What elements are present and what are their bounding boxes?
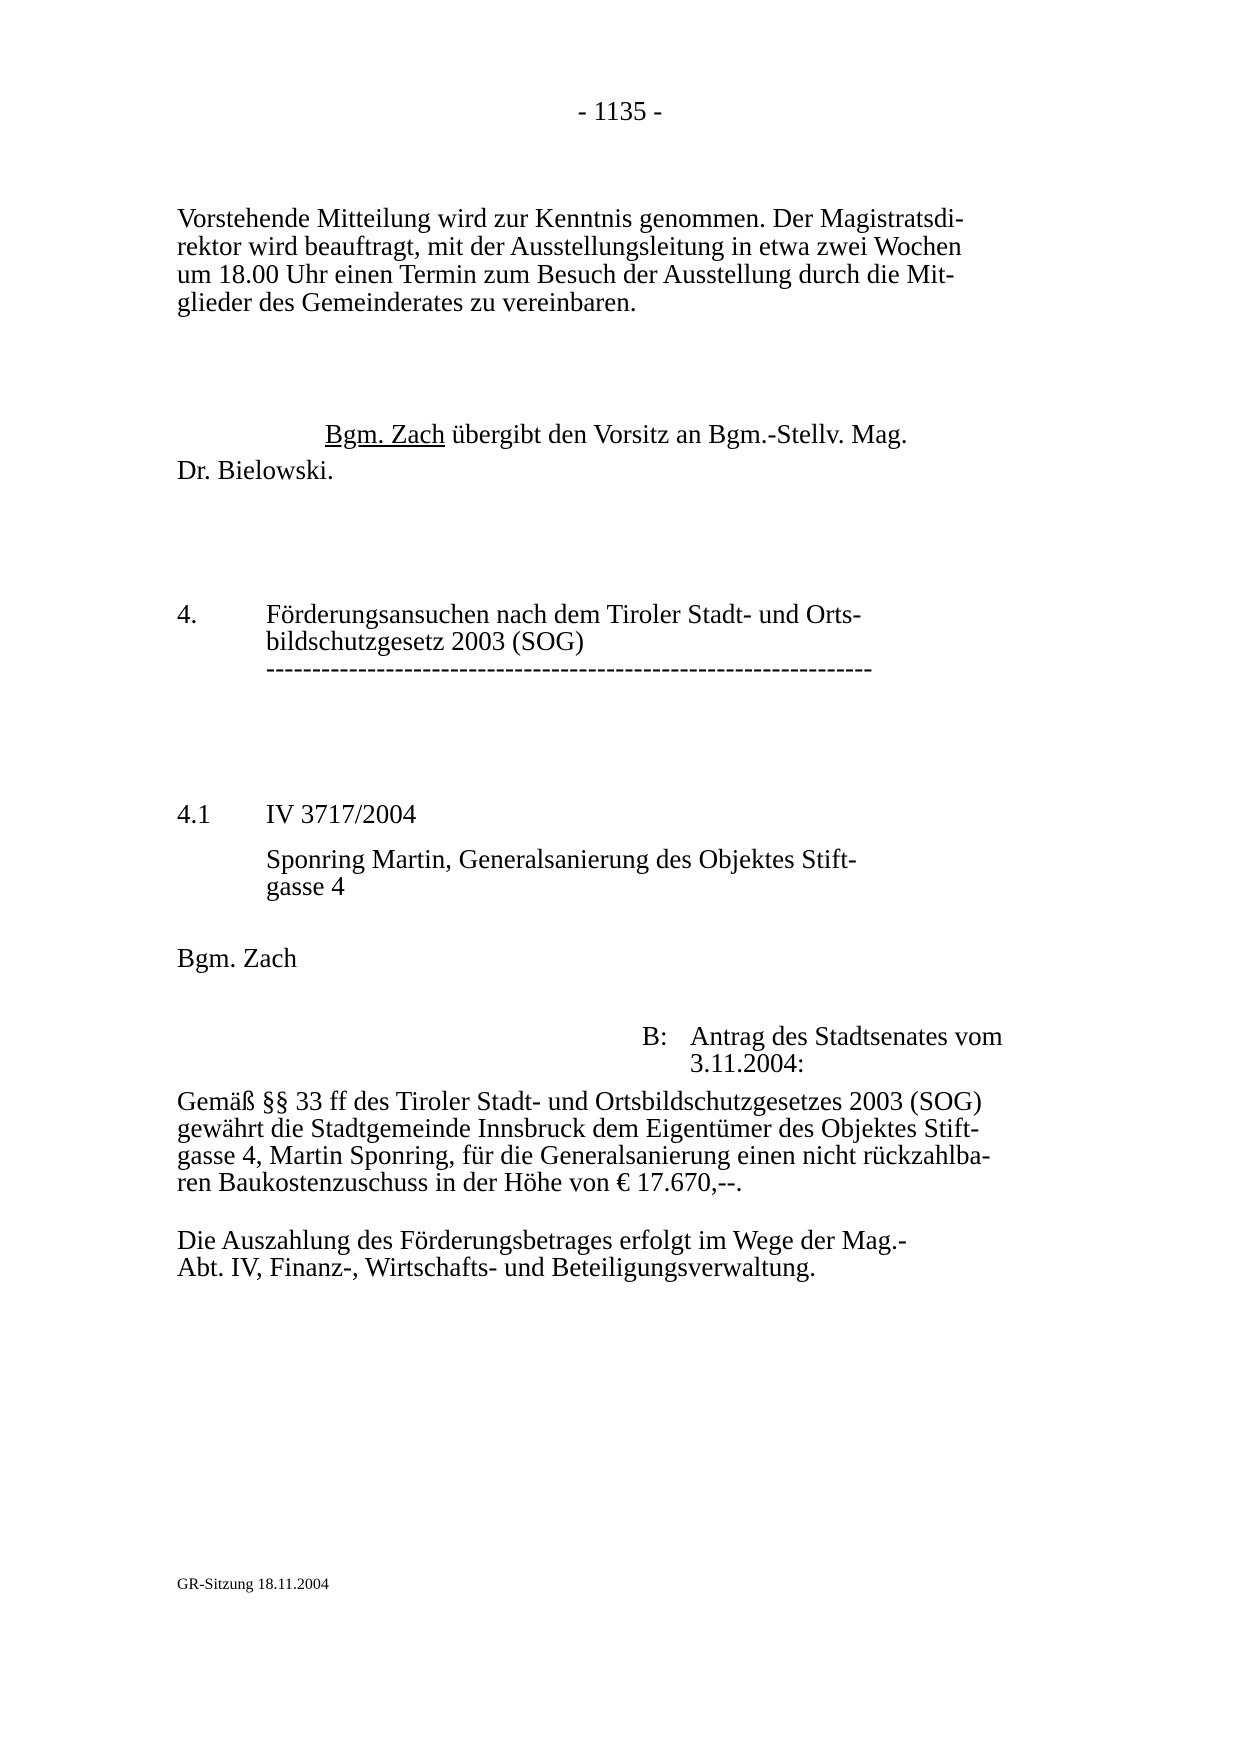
motion-text: Antrag des Stadtsenates vom: [690, 1021, 1003, 1051]
motion-label: B:: [642, 1021, 668, 1051]
title-underline-rule: ------------------------------------------------------------------: [266, 653, 873, 683]
resolution-line: Gemäß §§ 33 ff des Tiroler Stadt- und Ortsbildschutzgesetzes 2003 (SOG): [177, 1086, 982, 1116]
chair-handover-line2: Dr. Bielowski.: [177, 455, 334, 485]
agenda-item-number: 4.1: [177, 799, 211, 829]
resolution-line: ren Baukostenzuschuss in der Höhe von € 17.670,--.: [177, 1167, 743, 1197]
agenda-item-title: bildschutzgesetz 2003 (SOG): [266, 626, 584, 656]
resolution-line: gasse 4, Martin Sponring, für die Generalsanierung einen nicht rückzahlba-: [177, 1140, 991, 1170]
intro-line: Vorstehende Mitteilung wird zur Kenntnis genommen. Der Magistratsdi-: [177, 203, 964, 233]
intro-line: rektor wird beauftragt, mit der Ausstellungsleitung in etwa zwei Wochen: [177, 231, 962, 261]
item-subject: Sponring Martin, Generalsanierung des Objektes Stift-: [266, 844, 857, 874]
chair-handover-line1: [325, 420, 907, 448]
file-reference: IV 3717/2004: [266, 799, 417, 829]
agenda-item-title: Förderungsansuchen nach dem Tiroler Stadt- und Orts-: [266, 599, 862, 629]
agenda-item-number: 4.: [177, 599, 198, 629]
payment-line: Die Auszahlung des Förderungsbetrages erfolgt im Wege der Mag.-: [177, 1225, 907, 1255]
resolution-line: gewährt die Stadtgemeinde Innsbruck dem Eigentümer des Objektes Stift-: [177, 1113, 980, 1143]
speaker-name: Bgm. Zach: [325, 419, 445, 449]
payment-line: Abt. IV, Finanz-, Wirtschafts- und Beteiligungsverwaltung.: [177, 1252, 817, 1282]
handover-text: übergibt den Vorsitz an Bgm.-Stellv. Mag.: [444, 419, 908, 449]
speaker-label: Bgm. Zach: [177, 943, 297, 973]
intro-line: glieder des Gemeinderates zu vereinbaren.: [177, 287, 637, 317]
motion-text: 3.11.2004:: [690, 1048, 805, 1078]
page-footer: GR-Sitzung 18.11.2004: [177, 1576, 329, 1593]
item-subject: gasse 4: [266, 871, 345, 901]
page-number: - 1135 -: [577, 96, 663, 126]
intro-line: um 18.00 Uhr einen Termin zum Besuch der Ausstellung durch die Mit-: [177, 259, 955, 289]
